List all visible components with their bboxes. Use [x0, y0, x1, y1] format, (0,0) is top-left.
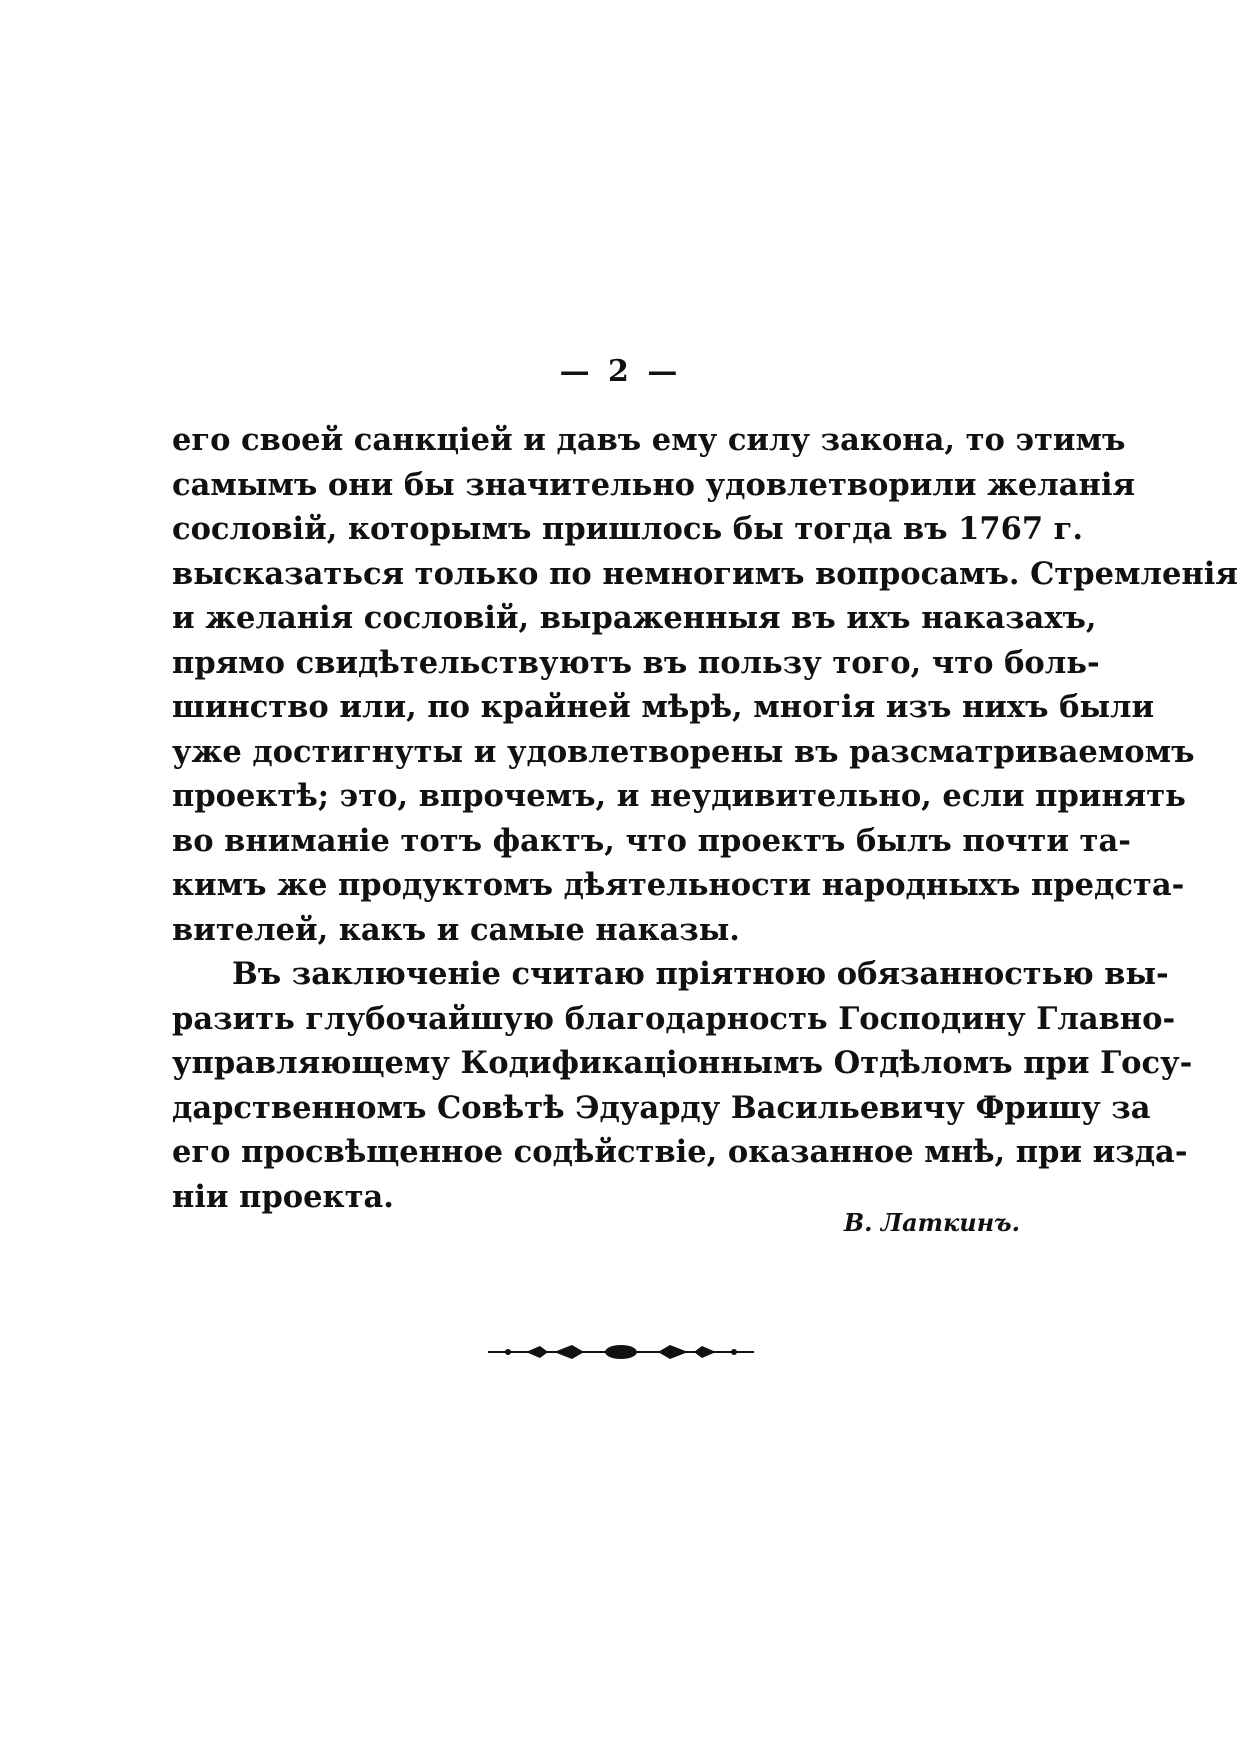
text-line: шинство или, по крайней мѣрѣ, многія изъ нихъ были: [172, 689, 1155, 725]
text-line: кимъ же продуктомъ дѣятельности народныхъ предста-: [172, 867, 1185, 903]
text-line: его просвѣщенное содѣйствіе, оказанное мнѣ, при изда-: [172, 1134, 1188, 1170]
text-line: разить глубочайшую благодарность Господину Главно-: [172, 1000, 1176, 1037]
text-line: дарственномъ Совѣтѣ Эдуарду Васильевичу Фришу за: [172, 1089, 1151, 1126]
text-line: уже достигнуты и удовлетворены въ разсматриваемомъ: [172, 733, 1195, 770]
page-number: — 2 —: [559, 354, 682, 389]
text-line: во вниманіе тотъ фактъ, что проектъ былъ почти та-: [172, 822, 1131, 859]
text-line: сословій, которымъ пришлось бы тогда въ 1767 г.: [172, 511, 1083, 547]
text-line: и желанія сословій, выраженныя въ ихъ наказахъ,: [172, 600, 1097, 636]
text-line: высказаться только по немногимъ вопросамъ. Стремленія: [172, 555, 1238, 592]
author-signature: В. Латкинъ.: [843, 1208, 1020, 1237]
text-line: вителей, какъ и самые наказы.: [172, 911, 740, 948]
text-line: прямо свидѣтельствуютъ въ пользу того, что боль-: [172, 644, 1100, 681]
ornament-divider-icon: [488, 1340, 754, 1364]
text-line: самымъ они бы значительно удовлетворили желанія: [172, 466, 1135, 503]
text-line: его своей санкціей и давъ ему силу закона, то этимъ: [172, 422, 1126, 458]
text-line: Въ заключеніе считаю пріятною обязанностью вы-: [232, 956, 1169, 992]
body-text: [172, 418, 1238, 1219]
text-line: ніи проекта.: [172, 1178, 394, 1215]
text-line: управляющему Кодификаціоннымъ Отдѣломъ при Госу-: [172, 1045, 1193, 1081]
text-line: проектѣ; это, впрочемъ, и неудивительно, если принять: [172, 778, 1186, 814]
